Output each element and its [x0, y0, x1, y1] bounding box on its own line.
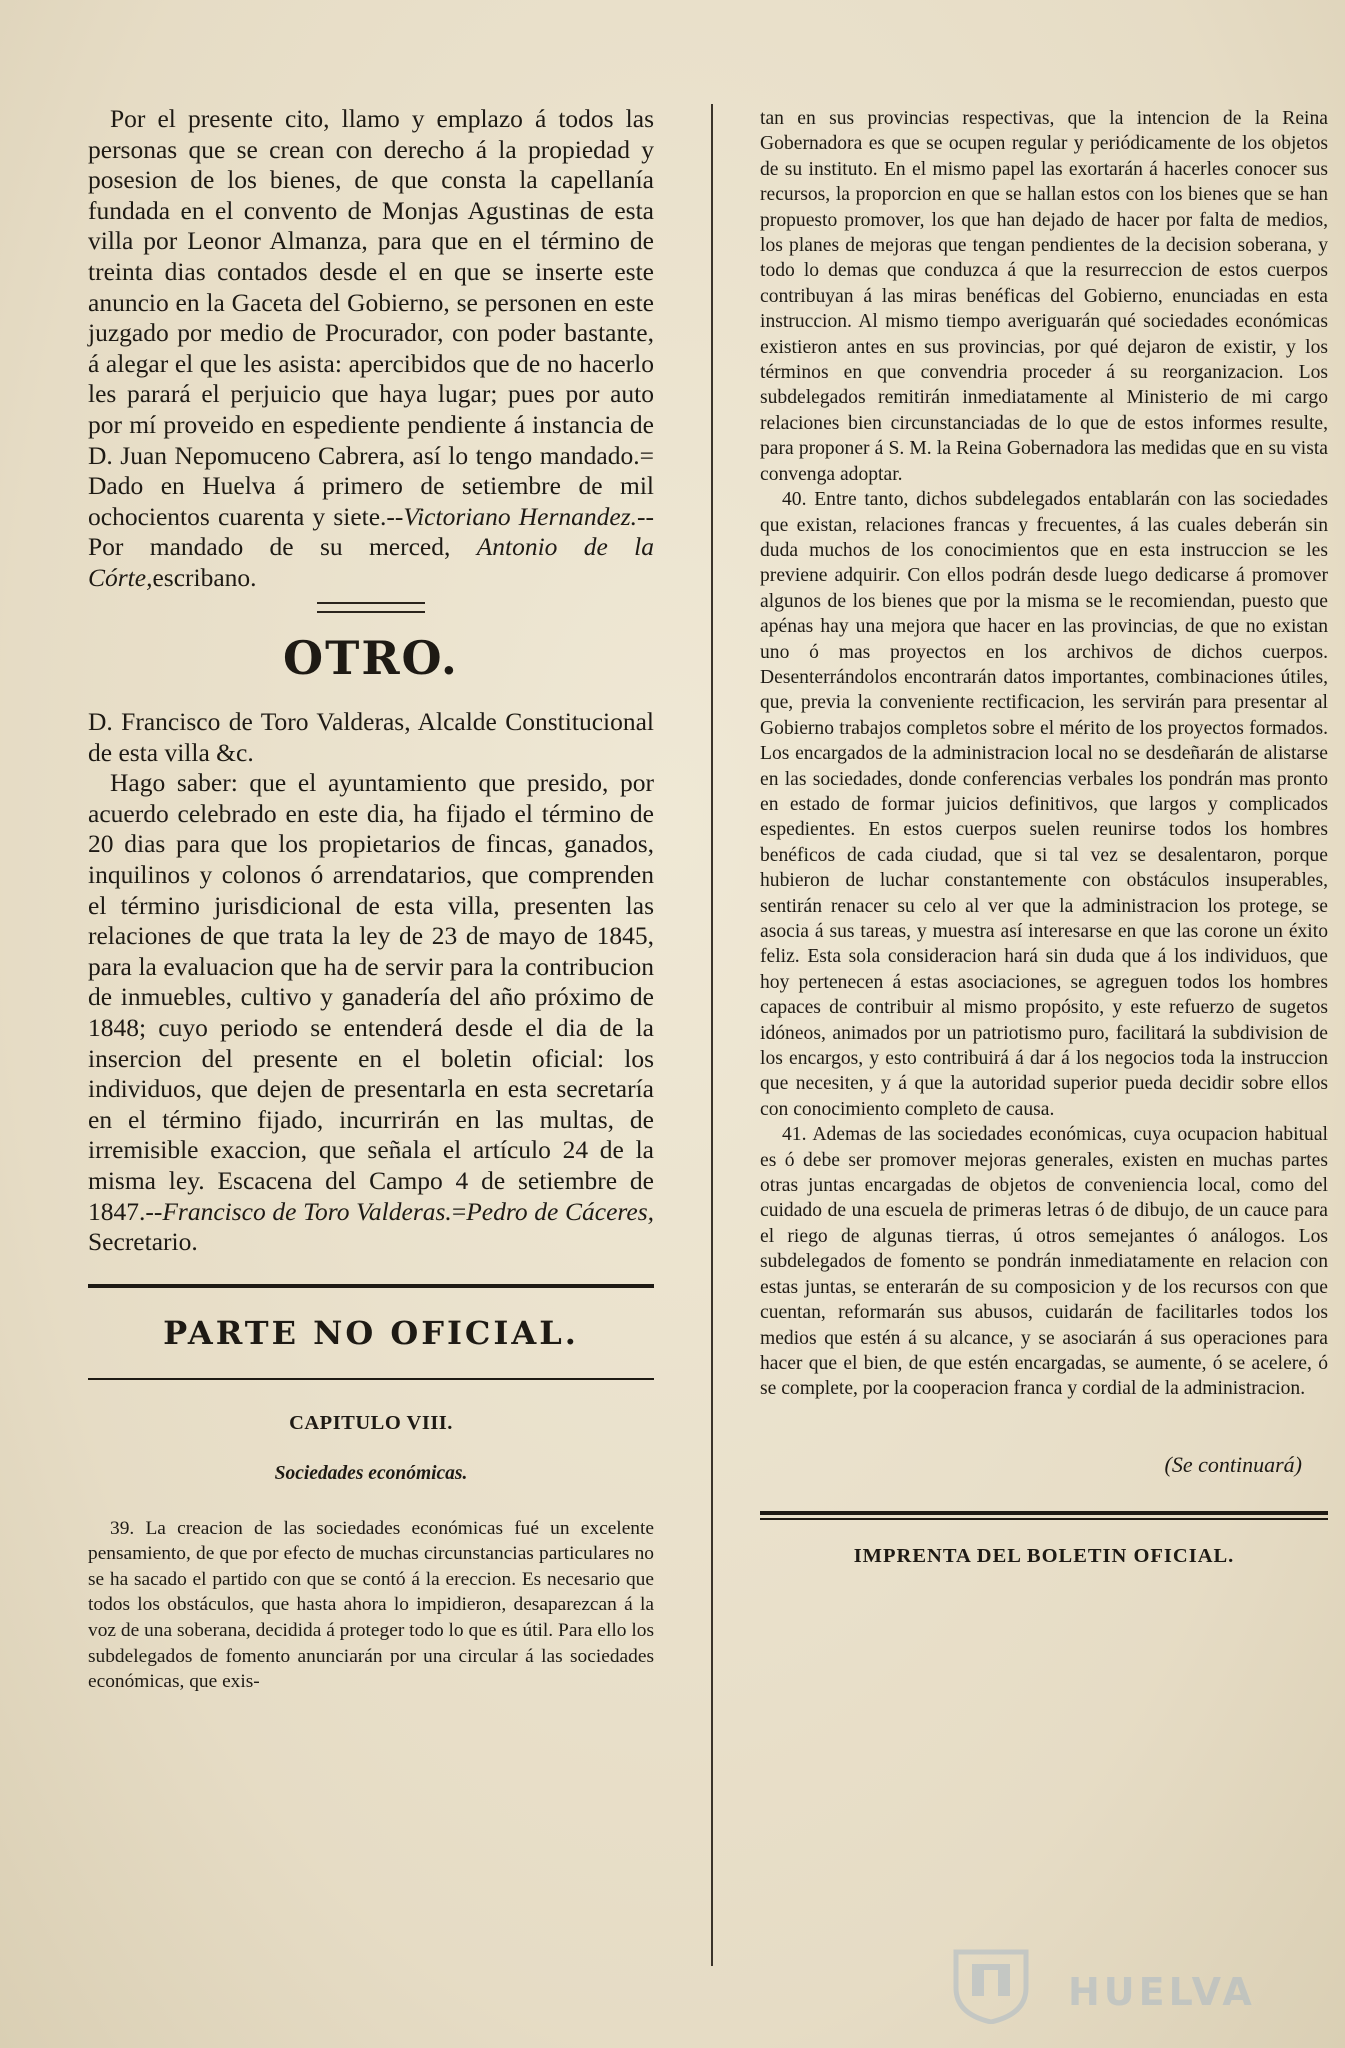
parte-rule-top	[88, 1284, 654, 1288]
hago-saber-paragraph: Hago saber: que el ayuntamiento que presido, por acuerdo celebrado en este dia, ha fijado el término de 20 dias para que los propietarios de fincas, ganados, inquilinos y colonos ó arrendatarios, que comprenden el término jurisdicional de esta villa, presenten las relaciones de que trata la ley de 23 de mayo de 1845, para la evaluacion que ha de servir para la contribucion de inmuebles, cultivo y ganadería del año próximo de 1848; cuyo periodo se entenderá desde el dia de la insercion del presente en el boletin oficial: los individuos, que dejen de presentarla en esta secretaría en el término fijado, incurrirán en las multas, de irremisible exaccion, que señala el artículo 24 de la misma ley. Escacena del Campo 4 de setiembre de 1847.--Francisco de Toro Valderas.=Pedro de Cáceres, Secretario.	[88, 768, 654, 1257]
column-divider	[711, 104, 713, 1966]
signature-pedro: Pedro de Cáceres,	[466, 1196, 654, 1226]
article-41-paragraph: 41. Ademas de las sociedades económicas, cuya ocupacion habitual es ó debe ser promover mejoras generales, existen en muchas partes otras juntas encargadas de objetos de conveniencia local, como del cuidado de una escuela de primeras letras ó de dibujo, de un cauce para el riego de algunas tierras, ú otros semejantes ó análogos. Los subdelegados de fomento se pondrán inmediatamente en relacion con estas juntas, se enterarán de su composicion y de los recursos con que cuentan, reformarán sus abusos, cuidarán de facilitarles todos los medios que estén á su alcance, y se asociarán á sus operaciones para hacer que el bien, de que estén encargadas, se aumente, ó se acelere, ó se complete, por la cooperacion franca y cordial de la administracion.	[760, 1124, 1328, 1400]
signature-antonio: Antonio de la Córte,	[88, 532, 654, 592]
archive-watermark	[946, 1944, 1258, 2024]
article-40-paragraph: 40. Entre tanto, dichos subdelegados entablarán con las sociedades que existan, relaciones francas y frecuentes, á las cuales deberán sin duda muchos de los conocimientos que en esta instruccion se les previene adquirir. Con ellos podrán desde luego dedicarse á promover algunos de los bienes que por la misma se le recomiendan, puesto que apénas hay una mejora que hacer en las provincias, de que no existan uno ó mas proyectos en los archivos de dichos cuerpos. Desenterrándolos encontrarán datos importantes, combinaciones útiles, que, previa la conveniente rectificacion, les servirán para presentar al Gobierno trabajos completos sobre el mérito de los proyectos formados. Los encargados de la administracion local no se desdeñarán de alistarse en las sociedades, donde conferencias verbales los pondrán mas pronto en estado de formar juicios definitivos, que largos y complicados espedientes. En estos cuerpos suelen reunirse todos los hombres benéficos de cada ciudad, que si tal vez se desalentaron, porque hubieron de luchar constantemente con obstáculos insuperables, sentirán renacer su celo al ver que la administracion los protege, se asocia á sus tareas, y muestra así interesarse en que las corone un éxito feliz. Esta sola consideracion hará sin duda que á los individuos, que hoy pertenecen á estas asociaciones, se agreguen todos los hombres capaces de contribuir al mismo propósito, y este refuerzo de sugetos idóneos, animados por un patriotismo puro, facilitará la subdivision de los encargos, y esto contribuirá á dar á los negocios toda la instruccion que necesiten, y á que la autoridad superior pueda decidir sobre ellos con conocimiento completo de causa.	[760, 489, 1328, 1120]
emplazamiento-paragraph: Por el presente cito, llamo y emplazo á todos las personas que se crean con derecho á la propiedad y posesion de los bienes, de que consta la capellanía fundada en el convento de Monjas Agustinas de esta villa por Leonor Almanza, para que en el término de treinta dias contados desde el en que se inserte este anuncio en la Gaceta del Gobierno, se personen en este juzgado por medio de Procurador, con poder bastante, á alegar el que les asista: apercibidos que de no hacerlo les parará el perjuicio que haya lugar; pues por auto por mí proveido en espediente pendiente á instancia de D. Juan Nepomuceno Cabrera, así lo tengo mandado.= Dado en Huelva á primero de setiembre de mil ochocientos cuarenta y siete.--Victoriano Hernandez.--Por mandado de su merced, Antonio de la Córte,escribano.	[88, 104, 654, 592]
otro-heading: OTRO.	[283, 630, 459, 685]
imprenta-rule-thick	[760, 1511, 1328, 1515]
article-39-continuation: tan en sus provincias respectivas, que la intencion de la Reina Gobernadora es que se ocupen regular y periódicamente de los objetos de su instituto. En el mismo papel las exortarán á hacerles conocer sus recursos, la proporcion en que se hallan estos con los bienes que se han propuesto promover, los que han dejado de hacer por falta de medios, los planes de mejoras que tengan pendientes de la decision soberana, y todo lo demas que conduzca á que la resurreccion de estos cuerpos contribuyan á las miras benéficas del Gobierno, enunciadas en esta instruccion. Al mismo tiempo averiguarán qué sociedades económicas existieron antes en sus provincias, por qué dejaron de existir, y los términos en que convendria proceder á su reorganizacion. Los subdelegados remitirán inmediatamente al Ministerio de mi cargo relaciones bien circunstanciadas de lo que de estos informes resulte, para proponer á S. M. la Reina Gobernadora las medidas que en su vista convenga adoptar.	[760, 108, 1328, 485]
left-column	[88, 104, 654, 1695]
coat-of-arms-icon	[946, 1944, 1036, 2024]
parte-no-oficial-heading: PARTE NO OFICIAL.	[163, 1313, 579, 1352]
se-continuara-note: (Se continuará)	[1164, 1451, 1302, 1477]
watermark-text: HUELVA	[1068, 1970, 1256, 2014]
imprenta-rule-thin	[760, 1518, 1328, 1520]
capitulo-subheading: Sociedades económicas.	[274, 1462, 468, 1484]
article-39-paragraph: 39. La creacion de las sociedades económicas fué un excelente pensamiento, de que por efecto de muchas circunstancias particulares no se ha sacado el partido con que se contó á la ereccion. Es necesario que todos los obstáculos, que hasta ahora lo impidieron, desaparezcan á la voz de una soberana, decidida á proteger todo lo que es útil. Para ello los subdelegados de fomento anunciarán por una circular á las sociedades económicas, que exis-	[88, 1517, 654, 1693]
alcalde-heading-paragraph: D. Francisco de Toro Valderas, Alcalde Constitucional de esta villa &c.	[88, 707, 654, 767]
capitulo-heading: CAPITULO VIII.	[289, 1412, 453, 1435]
imprenta-footer: IMPRENTA DEL BOLETIN OFICIAL.	[853, 1545, 1235, 1568]
signature-francisco: Francisco de Toro Valderas.	[162, 1196, 452, 1226]
section-separator	[317, 602, 425, 613]
parte-rule-bottom	[88, 1378, 654, 1380]
signature-victoriano: Victoriano Hernandez.	[403, 501, 638, 531]
right-column	[760, 106, 1328, 1570]
